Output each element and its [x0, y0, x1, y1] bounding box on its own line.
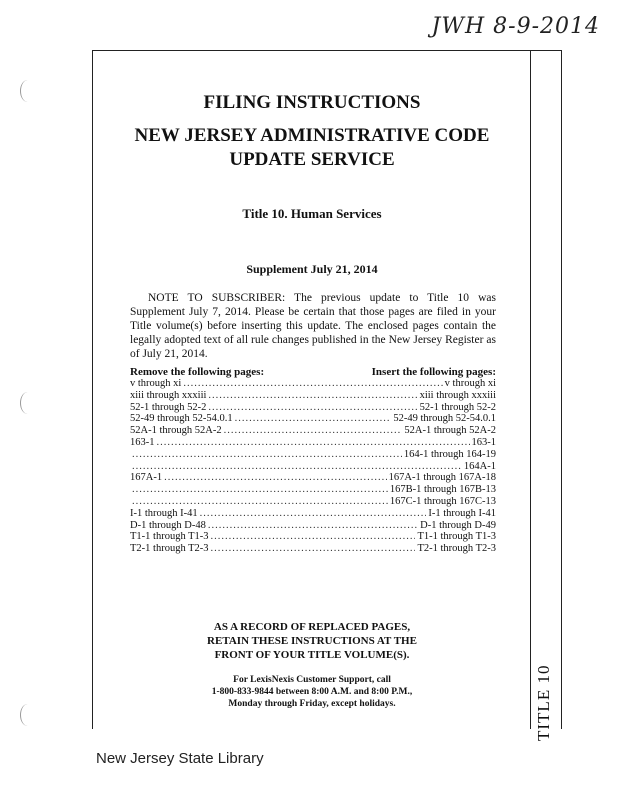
remove-pages-cell: T1-1 through T1-3 — [130, 531, 209, 543]
handwritten-initials-date: JWH 8-9-2014 — [431, 14, 600, 39]
note-to-subscriber — [130, 291, 496, 361]
insert-pages-cell: 52-49 through 52-54.0.1 — [393, 413, 496, 425]
table-row — [130, 543, 496, 555]
dot-leader — [132, 449, 402, 461]
table-row — [130, 508, 496, 520]
insert-pages-cell: xiii through xxxiii — [419, 389, 496, 401]
support-line2: 1-800-833-9844 between 8:00 A.M. and 8:00 P.M., — [211, 687, 413, 697]
insert-pages-cell: 167C-1 through 167C-13 — [389, 495, 496, 507]
remove-pages-cell: T2-1 through T2-3 — [130, 543, 209, 555]
table-row — [130, 496, 496, 508]
dot-leader — [211, 543, 416, 555]
insert-pages-cell: 52A-1 through 52A-2 — [404, 425, 496, 437]
support-line1: For LexisNexis Customer Support, call — [233, 675, 391, 685]
insert-pages-cell: 167A-1 through 167A-18 — [388, 472, 496, 484]
insert-pages-cell: v through xi — [444, 378, 496, 389]
support-line3: Monday through Friday, except holidays. — [228, 699, 396, 709]
remove-pages-cell: 52-1 through 52-2 — [130, 401, 207, 413]
record-line3: FRONT OF YOUR TITLE VOLUME(S). — [214, 649, 410, 661]
table-row — [130, 402, 496, 414]
table-row — [130, 472, 496, 484]
dot-leader — [183, 378, 442, 390]
dot-leader — [208, 402, 417, 414]
binder-hole-top — [20, 80, 35, 102]
table-row — [130, 520, 496, 532]
dot-leader — [132, 484, 388, 496]
table-row — [130, 449, 496, 461]
page-replacement-list — [130, 378, 496, 555]
record-instruction — [92, 620, 532, 662]
title-name: Title 10. Human Services — [242, 206, 382, 221]
record-line1: AS A RECORD OF REPLACED PAGES, — [213, 621, 411, 633]
dot-leader — [235, 413, 392, 425]
insert-pages-cell: 164A-1 — [463, 460, 496, 472]
insert-pages-cell: 163-1 — [471, 436, 496, 448]
insert-column-header: Insert the following pages: — [371, 366, 496, 378]
remove-pages-cell: 52-49 through 52-54.0.1 — [130, 413, 233, 425]
dot-leader — [164, 472, 387, 484]
code-heading-line1: NEW JERSEY ADMINISTRATIVE CODE — [134, 125, 490, 146]
remove-pages-cell: xiii through xxxiii — [130, 389, 207, 401]
remove-pages-cell: D-1 through D-48 — [130, 519, 206, 531]
code-heading-line2: UPDATE SERVICE — [229, 149, 395, 170]
remove-pages-cell: 167A-1 — [130, 472, 163, 484]
customer-support-info — [92, 674, 532, 710]
library-stamp: New Jersey State Library — [96, 750, 264, 767]
filing-instructions-heading: FILING INSTRUCTIONS — [203, 92, 421, 113]
dot-leader — [157, 437, 470, 449]
remove-pages-cell: v through xi — [130, 378, 182, 389]
remove-pages-cell: 52A-1 through 52A-2 — [130, 425, 222, 437]
insert-pages-cell: 52-1 through 52-2 — [419, 401, 496, 413]
binder-hole-bottom — [20, 704, 35, 726]
insert-pages-cell: D-1 through D-49 — [420, 519, 496, 531]
note-text: NOTE TO SUBSCRIBER: The previous update to Title 10 was Supplement July 7, 2014. Please be certain that those pages are filed in your Title volume(s) before inserting this update. The enclosed pages contain the legally adopted text of all rule changes published in the New Jersey Register as of July 21, 2014. — [130, 292, 496, 360]
remove-column-header: Remove the following pages: — [130, 366, 265, 378]
insert-pages-cell: 164-1 through 164-19 — [403, 448, 496, 460]
table-row — [130, 390, 496, 402]
dot-leader — [200, 508, 427, 520]
insert-pages-cell: T2-1 through T2-3 — [417, 543, 496, 555]
tab-label: TITLE 10 — [534, 664, 553, 741]
dot-leader — [132, 496, 388, 508]
dot-leader — [224, 425, 403, 437]
dot-leader — [211, 531, 416, 543]
dot-leader — [208, 520, 418, 532]
dot-leader — [208, 390, 417, 402]
insert-pages-cell: T1-1 through T1-3 — [417, 531, 496, 543]
table-row — [130, 425, 496, 437]
code-heading — [92, 124, 532, 172]
remove-pages-cell: 163-1 — [130, 436, 155, 448]
supplement-date: Supplement July 21, 2014 — [246, 262, 378, 276]
binder-hole-middle — [20, 392, 35, 414]
dot-leader — [132, 461, 462, 473]
table-row — [130, 531, 496, 543]
table-row — [130, 413, 496, 425]
table-row — [130, 461, 496, 473]
record-line2: RETAIN THESE INSTRUCTIONS AT THE — [207, 635, 417, 647]
insert-pages-cell: I-1 through I-41 — [428, 507, 496, 519]
insert-pages-cell: 167B-1 through 167B-13 — [389, 484, 496, 496]
table-row — [130, 437, 496, 449]
title-side-tab — [530, 50, 562, 741]
table-row — [130, 378, 496, 390]
table-row — [130, 484, 496, 496]
remove-pages-cell: I-1 through I-41 — [130, 507, 198, 519]
